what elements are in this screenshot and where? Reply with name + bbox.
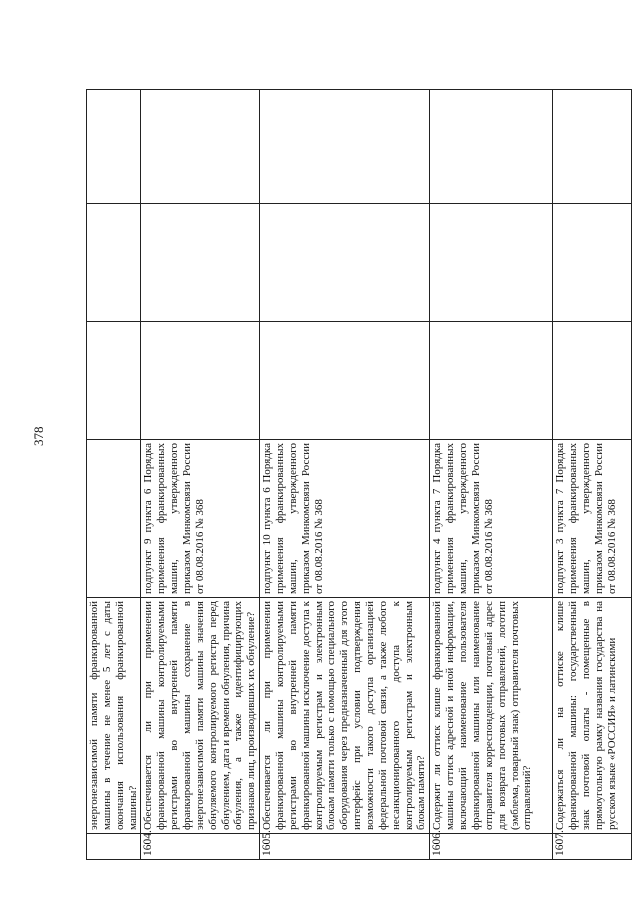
question-cell: Обеспечивается ли при применении франкированной машины контролируемыми регистрами во внутренней памяти франкированной машины исключение доступа к контролируемым регистрам и электронным блокам памяти только с помощью специального оборудования через предназначенный для этого интерфейс при условии подтверждения возможности такого доступа организацией федеральной почтовой связи, а также любого несанкционированного доступа к контролируемым регистрам и электронным блокам памяти? xyxy=(260,598,430,834)
note-cell xyxy=(260,90,430,204)
row-number: 1605. xyxy=(260,834,430,860)
reference-cell xyxy=(87,440,141,598)
checklist-table xyxy=(86,89,632,860)
reference-cell: подпункт 4 пункта 7 Порядка применения франкированных машин, утвержденного приказом Минкомсвязи России от 08.08.2016 № 368 xyxy=(430,440,553,598)
note-cell xyxy=(553,90,632,204)
reference-cell: подпункт 9 пункта 6 Порядка применения франкированных машин, утвержденного приказом Минкомсвязи России от 08.08.2016 № 368 xyxy=(141,440,260,598)
answer-cell xyxy=(430,204,553,322)
rotated-table-container xyxy=(86,90,618,860)
table-row xyxy=(430,90,553,860)
answer-cell xyxy=(260,204,430,322)
table-row xyxy=(260,90,430,860)
answer-cell xyxy=(87,204,141,322)
table-row xyxy=(141,90,260,860)
reference-cell: подпункт 10 пункта 6 Порядка применения франкированных машин, утвержденного приказом Минкомсвязи России от 08.08.2016 № 368 xyxy=(260,440,430,598)
reference-cell: подпункт 3 пункта 7 Порядка применения франкированных машин, утвержденного приказом Минкомсвязи России от 08.08.2016 № 368 xyxy=(553,440,632,598)
row-number: 1606. xyxy=(430,834,553,860)
question-cell: Обеспечивается ли при применении франкированной машины контролируемыми регистрами во внутренней памяти франкированной машины сохранение в энергонезависимой памяти машины значения обнуляемого контролируемого регистра перед обнулением, дата и времени обнуления, причина обнуления, а также идентифицирующих признаков лиц, производивших их обнуление? xyxy=(141,598,260,834)
answer-cell xyxy=(87,322,141,440)
table-row xyxy=(87,90,141,860)
answer-cell xyxy=(553,204,632,322)
answer-cell xyxy=(430,322,553,440)
answer-cell xyxy=(260,322,430,440)
page-number: 378 xyxy=(31,426,46,446)
table-row xyxy=(553,90,632,860)
note-cell xyxy=(87,90,141,204)
question-cell: Содержаться ли на оттиске клише франкированной машины: государственный знак почтовой оплаты - помещенные в прямоугольную рамку названия государства на русском языке «РОССИЯ» и латинскими xyxy=(553,598,632,834)
note-cell xyxy=(141,90,260,204)
row-number: 1604. xyxy=(141,834,260,860)
answer-cell xyxy=(141,204,260,322)
row-number: 1607. xyxy=(553,834,632,860)
answer-cell xyxy=(141,322,260,440)
note-cell xyxy=(430,90,553,204)
row-number xyxy=(87,834,141,860)
question-cell: энергонезависимой памяти франкированной машины в течение не менее 5 лет с даты окончания использования франкированной машины? xyxy=(87,598,141,834)
question-cell: Содержит ли оттиск клише франкированной машины оттиск адресной и иной информации, включающий наименование пользователя франкированной машины или наименование отправителя корреспонденции, почтовый адрес для возврата почтовых отправлений, логотип (эмблема, товарный знак) отправителя почтовых отправлений? xyxy=(430,598,553,834)
answer-cell xyxy=(553,322,632,440)
